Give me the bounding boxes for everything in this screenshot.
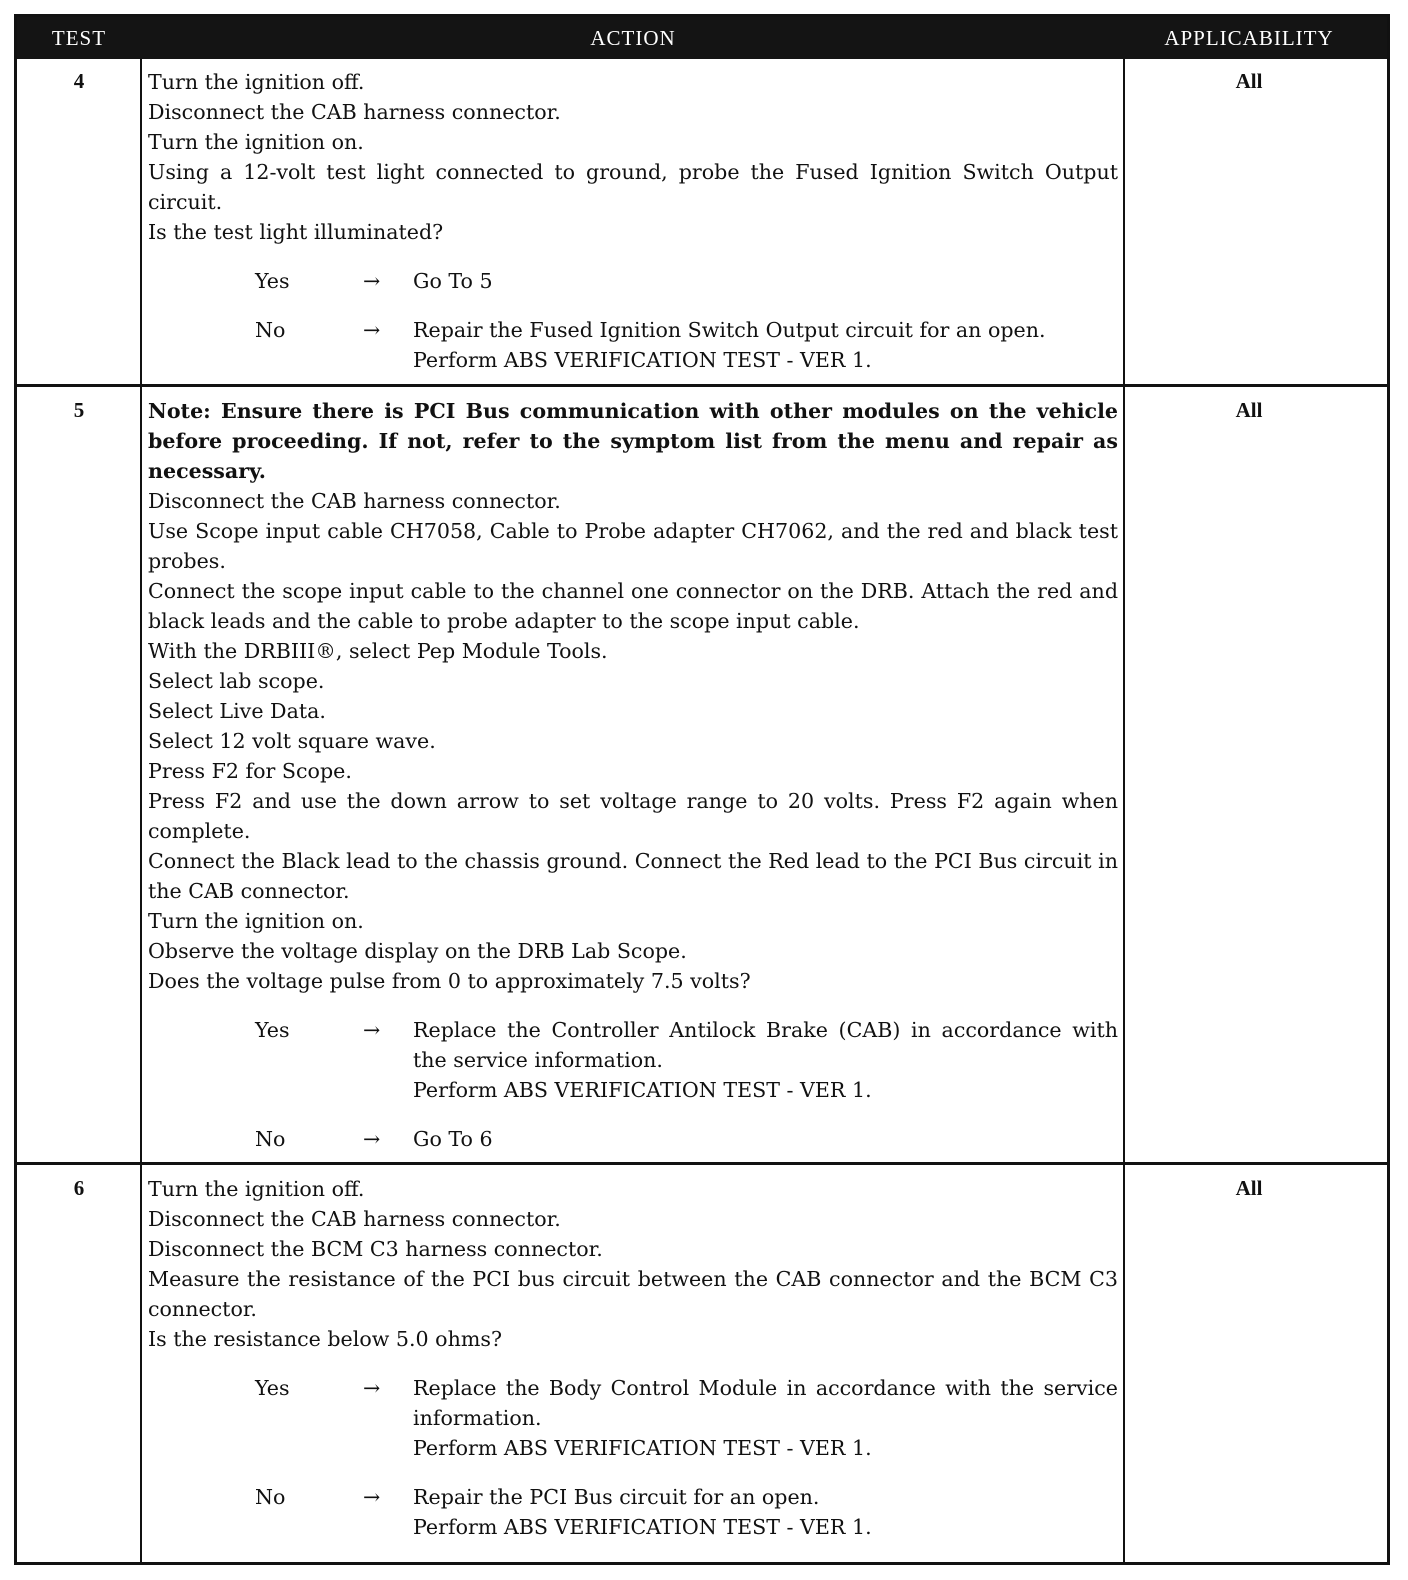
action-cell: [148, 1174, 1118, 1542]
step-text: Select lab scope.: [148, 669, 325, 693]
step-text: Select 12 volt square wave.: [148, 729, 436, 753]
row-divider: [17, 1162, 1387, 1165]
step-text: Connect the scope input cable to the channel one connector on the DRB. Attach the red and black leads and the cable to probe adapter to the scope input cable.: [148, 579, 1118, 633]
step-text: Observe the voltage display on the DRB Lab Scope.: [148, 939, 687, 963]
step-text: Does the voltage pulse from 0 to approximately 7.5 volts?: [148, 969, 751, 993]
arrow-icon: →: [363, 1376, 381, 1400]
step-text: Disconnect the BCM C3 harness connector.: [148, 1237, 603, 1261]
result-text: Repair the PCI Bus circuit for an open.: [413, 1485, 820, 1509]
no-response: [148, 1482, 1118, 1542]
answer-label: No: [255, 1127, 286, 1151]
yes-response: [148, 1373, 1118, 1463]
step-text: Press F2 and use the down arrow to set voltage range to 20 volts. Press F2 again when complete.: [148, 789, 1118, 843]
step-text: Using a 12-volt test light connected to ground, probe the Fused Ignition Switch Output circuit.: [148, 160, 1118, 214]
step-text: Is the resistance below 5.0 ohms?: [148, 1327, 502, 1351]
step-text: Measure the resistance of the PCI bus circuit between the CAB connector and the BCM C3 connector.: [148, 1267, 1118, 1321]
result-text: Repair the Fused Ignition Switch Output circuit for an open.: [413, 318, 1046, 342]
result-text: Perform ABS VERIFICATION TEST - VER 1.: [413, 1078, 872, 1102]
answer-label: No: [255, 318, 286, 342]
response-result: [413, 1015, 1118, 1105]
result-text: Go To 6: [413, 1127, 493, 1151]
response-result: [413, 1373, 1118, 1463]
header-action: ACTION: [590, 26, 676, 50]
answer-label: Yes: [255, 1376, 290, 1400]
diagnostic-table: [14, 14, 1390, 1565]
step-text: Connect the Black lead to the chassis ground. Connect the Red lead to the PCI Bus circuit in the CAB connector.: [148, 849, 1118, 903]
response-result: [413, 315, 1118, 375]
result-text: Perform ABS VERIFICATION TEST - VER 1.: [413, 348, 872, 372]
step-text: Disconnect the CAB harness connector.: [148, 489, 561, 513]
answer-label: Yes: [255, 269, 290, 293]
result-text: Replace the Controller Antilock Brake (CAB) in accordance with the service information.: [413, 1018, 1118, 1072]
column-divider: [1123, 59, 1125, 1562]
response-result: [413, 266, 1118, 296]
arrow-icon: →: [363, 269, 381, 293]
test-number: 5: [73, 398, 85, 422]
response-result: [413, 1124, 1118, 1154]
yes-response: [148, 1015, 1118, 1105]
arrow-icon: →: [363, 1018, 381, 1042]
step-text: Select Live Data.: [148, 699, 326, 723]
step-text: Turn the ignition off.: [148, 70, 365, 94]
step-text: Turn the ignition on.: [148, 909, 364, 933]
note-text: Note: Ensure there is PCI Bus communication with other modules on the vehicle before proceeding. If not, refer to the symptom list from the menu and repair as necessary.: [148, 399, 1118, 483]
applicability-value: All: [1235, 69, 1263, 93]
yes-response: [148, 266, 1118, 296]
arrow-icon: →: [363, 318, 381, 342]
step-text: Disconnect the CAB harness connector.: [148, 100, 561, 124]
no-response: [148, 315, 1118, 375]
header-test: TEST: [51, 26, 107, 50]
arrow-icon: →: [363, 1485, 381, 1509]
step-text: Is the test light illuminated?: [148, 220, 444, 244]
result-text: Replace the Body Control Module in accordance with the service information.: [413, 1376, 1118, 1430]
test-number: 4: [73, 69, 85, 93]
table-header: [17, 17, 1387, 59]
answer-label: Yes: [255, 1018, 290, 1042]
applicability-value: All: [1235, 1176, 1263, 1200]
step-text: Turn the ignition on.: [148, 130, 364, 154]
response-result: [413, 1482, 1118, 1542]
answer-label: No: [255, 1485, 286, 1509]
step-text: Turn the ignition off.: [148, 1177, 365, 1201]
row-divider: [17, 384, 1387, 387]
step-text: Disconnect the CAB harness connector.: [148, 1207, 561, 1231]
column-divider: [140, 59, 142, 1562]
applicability-value: All: [1235, 398, 1263, 422]
action-cell: [148, 396, 1118, 1154]
step-text: Press F2 for Scope.: [148, 759, 352, 783]
step-text: With the DRBIII®, select Pep Module Tools.: [148, 639, 608, 663]
step-text: Use Scope input cable CH7058, Cable to Probe adapter CH7062, and the red and black test probes.: [148, 519, 1118, 573]
result-text: Perform ABS VERIFICATION TEST - VER 1.: [413, 1515, 872, 1539]
action-cell: [148, 67, 1118, 375]
result-text: Go To 5: [413, 269, 493, 293]
arrow-icon: →: [363, 1127, 381, 1151]
header-applicability: APPLICABILITY: [1164, 26, 1334, 50]
no-response: [148, 1124, 1118, 1154]
test-number: 6: [73, 1176, 85, 1200]
result-text: Perform ABS VERIFICATION TEST - VER 1.: [413, 1436, 872, 1460]
